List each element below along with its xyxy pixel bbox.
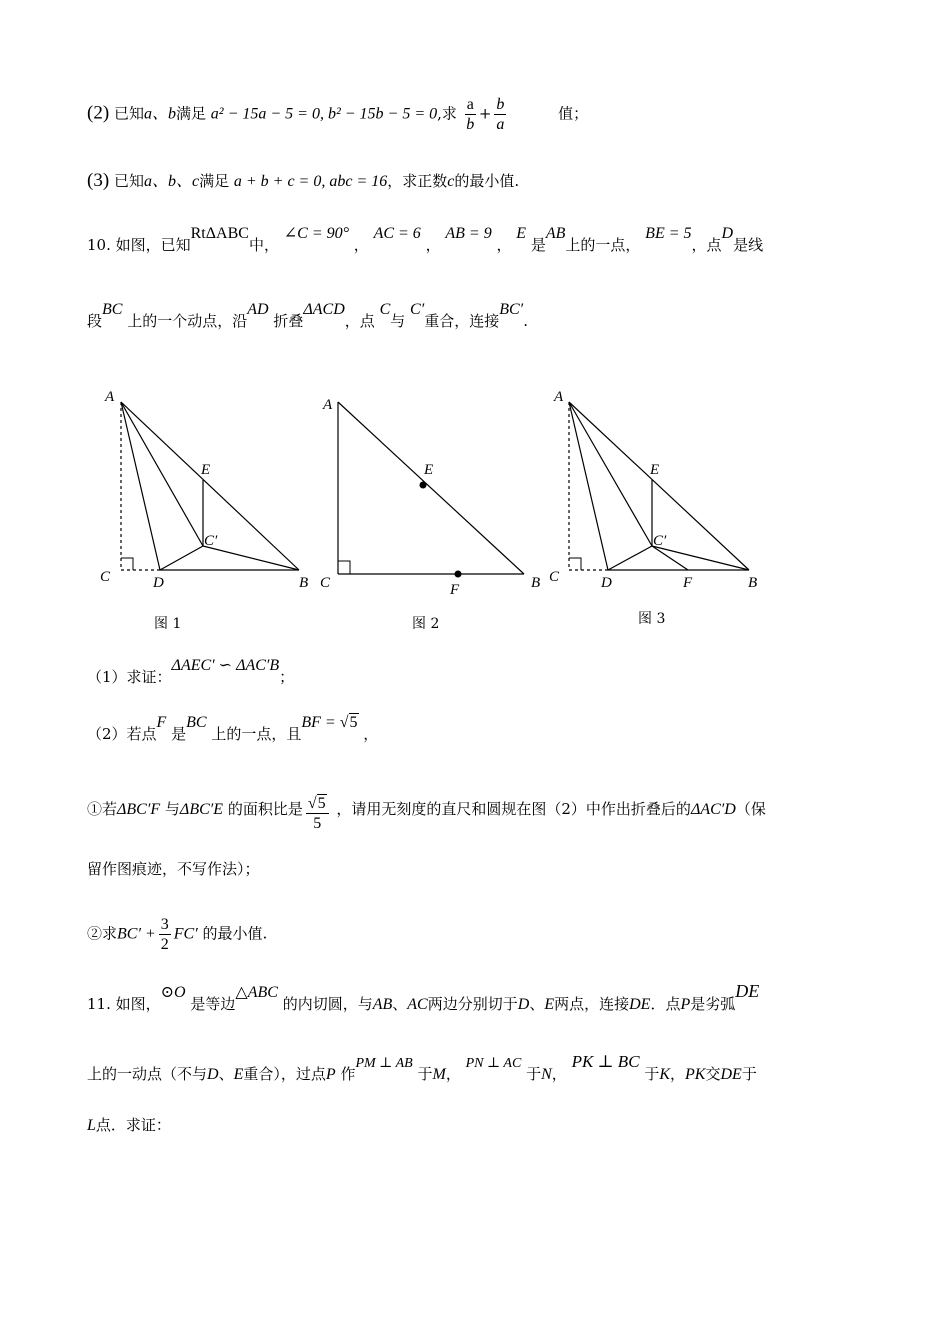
sqrt-5: √5 xyxy=(339,714,358,731)
fig2-point-f xyxy=(455,571,462,578)
fig1-caption: 图 1 xyxy=(154,616,182,632)
fig2-point-e xyxy=(420,482,427,489)
fig3-label-c: C xyxy=(549,569,560,585)
fig3-line-ad xyxy=(569,402,608,570)
figure-2 xyxy=(338,402,524,574)
fig2-label-f: F xyxy=(450,582,460,598)
fig1-line-ad xyxy=(121,402,160,570)
fig1-label-e: E xyxy=(201,462,211,478)
fig3-label-cp: C′ xyxy=(653,533,667,549)
fig1-right-angle xyxy=(121,558,133,570)
fig3-line-fc-prime xyxy=(652,546,688,570)
fig3-line-dc-prime xyxy=(608,546,652,570)
fig1-label-d: D xyxy=(153,575,164,591)
q10-figures xyxy=(0,380,950,640)
fig1-label-cp: C′ xyxy=(204,533,218,549)
fig3-line-ac-prime xyxy=(569,402,652,546)
fig2-right-angle xyxy=(338,561,350,574)
fig3-label-d: D xyxy=(601,575,612,591)
q9-part2: (2) 已知a、b满足 a² − 15a − 5 = 0, b² − 15b − 5 = 0,求 $\frac{a}{b}$ + $\frac{b}{a}$ 值； xyxy=(87,96,589,133)
fig1-line-dc-prime xyxy=(160,546,203,570)
fraction-sqrt5-over-5: $\frac{√5}{5}$ xyxy=(306,794,329,833)
fig3-line-bc-prime xyxy=(652,546,749,570)
equation: a + b + c = 0, abc = 16 xyxy=(233,173,388,190)
arc-de: DE xyxy=(735,981,760,1001)
fig2-label-c: C xyxy=(320,575,331,591)
fraction-b-a: $\frac{b}{a}$ xyxy=(496,96,505,133)
q10-sub2-2: ②求BC′ + $\frac{3}{2}$ FC′ 的最小值. xyxy=(87,916,268,953)
similarity-expr: ΔAEC′ ∽ ΔAC′B xyxy=(171,657,280,674)
fig1-label-c: C xyxy=(100,569,111,585)
q11-stem-line3: L点．求证： xyxy=(87,1116,171,1134)
fig3-label-f: F xyxy=(683,575,693,591)
q10-sub2: （2）若点F 是BC 上的一点，且BF = √5 ， xyxy=(87,714,379,743)
fig3-label-e: E xyxy=(650,462,660,478)
question-number: 11. 如图， xyxy=(87,995,161,1013)
fig2-label-a: A xyxy=(323,397,333,413)
fig3-right-angle xyxy=(569,558,581,570)
equation: a² − 15a − 5 = 0, b² − 15b − 5 = 0 xyxy=(210,105,438,123)
fig1-label-b: B xyxy=(299,575,309,591)
q11-stem-line2: 上的一动点（不与D、E重合），过点P 作PM ⊥ AB 于M， PN ⊥ AC 于N， PK ⊥ BC 于K，PK交DE于 xyxy=(87,1052,757,1083)
question-number: 10. 如图，已知 xyxy=(87,236,191,254)
q10-sub2-1-cont: 留作图痕迹，不写作法）； xyxy=(87,860,260,878)
fig2-label-e: E xyxy=(424,462,434,478)
part3-number: (3) xyxy=(87,170,110,191)
fraction-3-2: $\frac{3}{2}$ xyxy=(160,916,169,953)
q9-part3: (3) 已知a、b、c满足 a + b + c = 0, abc = 16，求正数c的最小值. xyxy=(87,170,520,191)
q10-sub2-1: ①若ΔBC′F 与ΔBC′E 的面积比是 $\frac{√5}{5}$ ，请用无刻度的直尺和圆规在图（2）中作出折叠后的ΔAC′D（保 xyxy=(87,795,766,832)
part2-number: (2) xyxy=(87,102,110,124)
q10-stem-line1: 10. 如图，已知RtΔABC中， ∠C = 90° ， AC = 6 ， AB = 9 ， E 是AB上的一点， BE = 5，点D是线 xyxy=(87,225,764,254)
fig1-label-a: A xyxy=(105,389,115,405)
fig2-caption: 图 2 xyxy=(412,616,440,632)
fig3-label-a: A xyxy=(554,389,564,405)
fig3-label-b: B xyxy=(748,575,758,591)
q11-stem-line1: 11. 如图，⊙O 是等边△ABC 的内切圆，与AB、AC两边分别切于D、E两点，连接DE．点P是劣弧DE xyxy=(87,981,760,1013)
q10-sub1: （1）求证：ΔAEC′ ∽ ΔAC′B； xyxy=(87,657,295,686)
fig2-line-ab xyxy=(338,402,524,574)
fig2-label-b: B xyxy=(531,575,541,591)
fig1-line-bc-prime xyxy=(203,546,299,570)
fig3-caption: 图 3 xyxy=(638,611,666,627)
fraction-a-b: $\frac{a}{b}$ xyxy=(466,96,475,133)
q10-stem-line2: 段BC 上的一个动点，沿AD 折叠ΔACD，点 C与 C′重合，连接BC′. xyxy=(87,301,528,330)
fig1-line-ac-prime xyxy=(121,402,203,546)
